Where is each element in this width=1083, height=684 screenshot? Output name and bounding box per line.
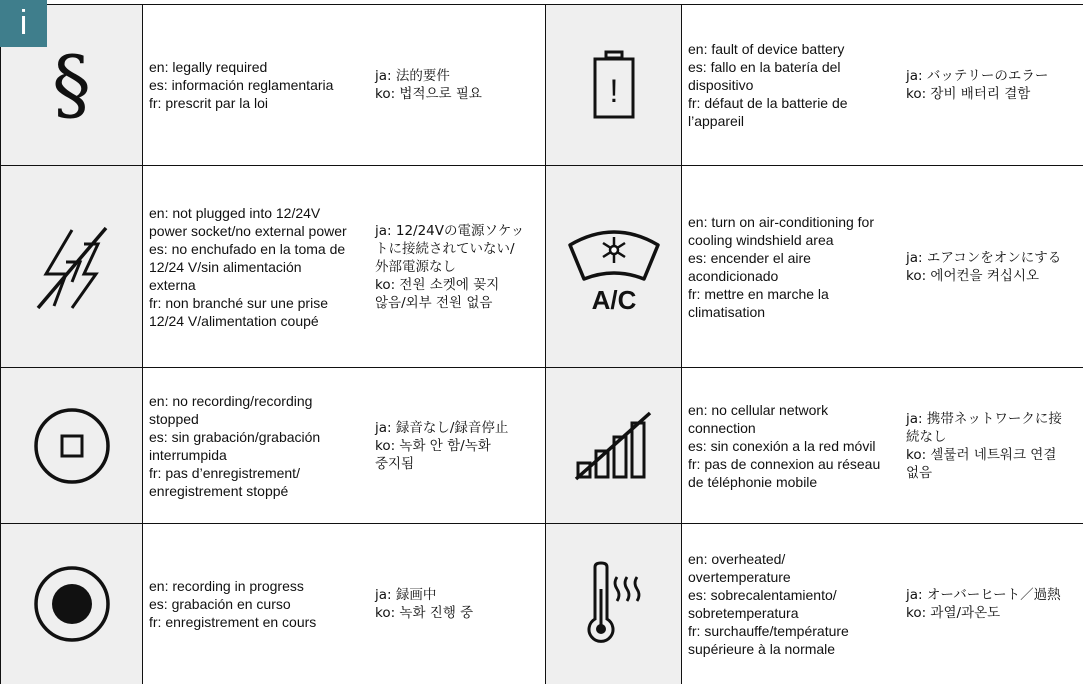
description-cell — [143, 524, 370, 684]
description-en-es-fr: en: no cellular network connection es: sin conexión a la red móvil fr: pas de connexion au réseau de téléphonie mobile — [688, 401, 881, 490]
description-cell-cjk — [900, 524, 1083, 684]
symbol-cell — [545, 166, 682, 367]
battery-fault-icon — [589, 50, 639, 120]
description-cell-cjk — [900, 368, 1083, 523]
description-cell-cjk — [369, 166, 545, 367]
table-row — [0, 368, 1083, 524]
ac-label: A/C — [591, 284, 636, 315]
symbol-cell — [0, 524, 143, 684]
description-en-es-fr: en: recording in progress es: grabación en curso fr: enregistrement en cours — [149, 578, 317, 630]
description-ja-ko: ja: オーバーヒート／過熱 ko: 과열/과온도 — [906, 587, 1061, 621]
description-cell — [682, 5, 900, 165]
description-ja-ko: ja: 法的要件 ko: 법적으로 필요 — [375, 68, 482, 102]
symbol-cell — [545, 5, 682, 165]
battery-exclamation: ! — [609, 73, 618, 109]
description-cell-cjk — [900, 5, 1083, 165]
table-row — [0, 524, 1083, 684]
description-cell — [143, 166, 370, 367]
table-row — [0, 5, 1083, 166]
symbol-cell — [545, 368, 682, 523]
overheated-icon — [579, 559, 649, 649]
description-en-es-fr: en: no recording/recording stopped es: sin grabación/grabación interrumpida fr: pas d’enregistrement/ enregistrement stoppé — [149, 392, 321, 499]
description-ja-ko: ja: 録画中 ko: 녹화 진행 중 — [375, 587, 474, 621]
description-en-es-fr: en: overheated/ overtemperature es: sobrecalentamiento/ sobretemperatura fr: surchauffe/température supérieure à la normale — [688, 551, 849, 657]
symbol-cell — [545, 524, 682, 684]
description-cell-cjk — [369, 368, 545, 523]
description-en-es-fr: en: fault of device battery es: fallo en la batería del dispositivo fr: défaut de la batterie de l’appareil — [688, 41, 848, 129]
no-cellular-network-icon — [574, 411, 654, 481]
no-power-icon — [32, 222, 112, 312]
description-ja-ko: ja: エアコンをオンにする ko: 에어컨을 켜십시오 — [906, 249, 1062, 284]
symbol-cell — [0, 166, 143, 367]
description-cell-cjk — [900, 166, 1083, 367]
info-badge: i — [0, 0, 47, 47]
snowflake-icon — [603, 237, 625, 263]
description-cell — [682, 166, 900, 367]
description-ja-ko: ja: バッテリーのエラー ko: 장비 배터리 결함 — [906, 68, 1049, 102]
recording-in-progress-icon — [32, 564, 112, 644]
symbol-cell — [0, 368, 143, 523]
description-en-es-fr: en: legally required es: información reglamentaria fr: prescrit par la loi — [149, 59, 334, 111]
description-cell-cjk — [369, 5, 545, 165]
table-row — [0, 166, 1083, 368]
description-cell-cjk — [369, 524, 545, 684]
description-ja-ko: ja: 録音なし/録音停止 ko: 녹화 안 함/녹화 중지됨 — [375, 419, 509, 472]
section-sign-icon: § — [52, 40, 91, 130]
description-en-es-fr: en: not plugged into 12/24V power socket/no external power es: no enchufado en la toma de 12/24 V/sin alimentación externa fr: non branché sur une prise 12/24 V/alimentation coupé — [149, 204, 347, 329]
description-ja-ko: ja: 携帯ネットワークに接 続なし ko: 셀룰러 네트워크 연결 없음 — [906, 410, 1062, 481]
air-conditioning-icon — [564, 217, 664, 317]
description-cell — [682, 524, 900, 684]
description-cell — [682, 368, 900, 523]
description-en-es-fr: en: turn on air-conditioning for cooling windshield area es: encender el aire acondicionado fr: mettre en marche la climatisation — [688, 213, 874, 320]
recording-stopped-icon — [32, 406, 112, 486]
description-cell — [143, 368, 370, 523]
symbol-table — [0, 4, 1083, 684]
description-cell — [143, 5, 370, 165]
description-ja-ko: ja: 12/24Vの電源ソケッ トに接続されていない/ 外部電源なし ko: 전원 소켓에 꽂지 않음/외부 전원 없음 — [375, 222, 525, 311]
